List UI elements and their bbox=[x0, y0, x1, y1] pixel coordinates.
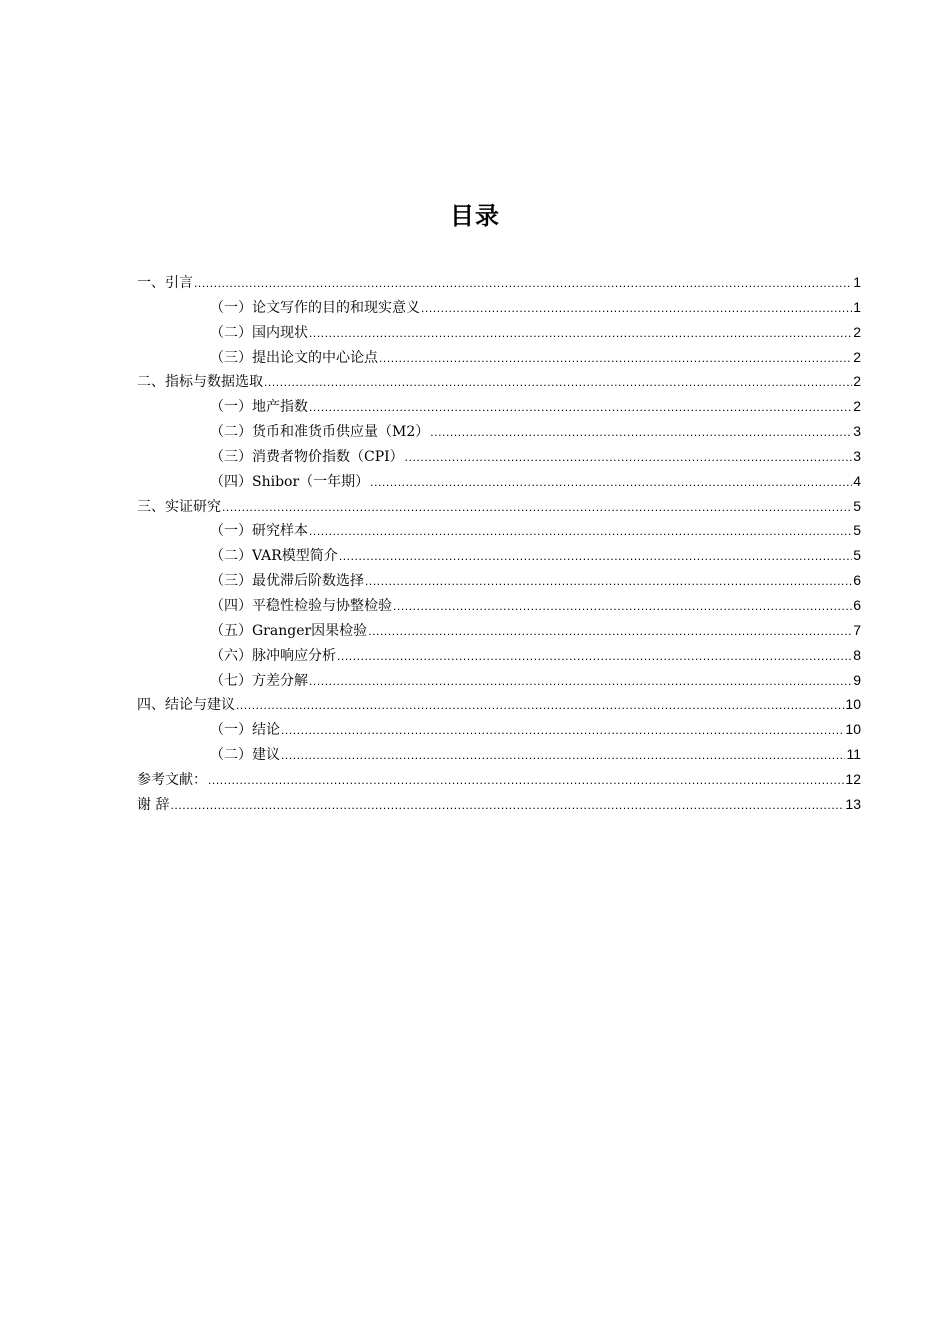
toc-entry[interactable] bbox=[137, 593, 861, 618]
page-title: 目录 bbox=[450, 201, 500, 231]
toc-entry-page-number: 2 bbox=[853, 398, 861, 415]
toc-entry-label: （三）消费者物价指数（CPI） bbox=[210, 448, 404, 465]
toc-entry-label: （二）VAR模型简介 bbox=[210, 548, 338, 565]
toc-dot-leader bbox=[421, 296, 852, 321]
toc-entry-label: （七）方差分解 bbox=[210, 672, 308, 689]
toc-entry-label: （一）论文写作的目的和现实意义 bbox=[210, 299, 420, 316]
toc-dot-leader bbox=[281, 743, 845, 768]
toc-entry[interactable] bbox=[137, 792, 861, 817]
toc-entry[interactable] bbox=[137, 369, 861, 394]
toc-dot-leader bbox=[405, 445, 853, 470]
toc-dot-leader bbox=[370, 470, 852, 495]
toc-dot-leader bbox=[264, 370, 852, 395]
toc-dot-leader bbox=[236, 693, 844, 718]
toc-dot-leader bbox=[430, 420, 852, 445]
toc-entry-label: （三）最优滞后阶数选择 bbox=[210, 573, 364, 590]
toc-entry-page-number: 12 bbox=[845, 770, 861, 787]
toc-entry-page-number: 5 bbox=[853, 547, 861, 564]
toc-entry-label: （六）脉冲响应分析 bbox=[210, 647, 336, 664]
toc-entry-label: 三、实证研究 bbox=[137, 498, 221, 515]
toc-entry-page-number: 5 bbox=[853, 522, 861, 539]
toc-entry-label: （二）货币和准货币供应量（M2） bbox=[210, 424, 430, 441]
toc-entry-page-number: 6 bbox=[853, 572, 861, 589]
toc-entry[interactable] bbox=[137, 444, 861, 469]
toc-dot-leader bbox=[281, 718, 844, 743]
toc-entry-label: （一）地产指数 bbox=[210, 399, 308, 416]
toc-entry[interactable] bbox=[137, 767, 861, 792]
toc-entry[interactable] bbox=[137, 618, 861, 643]
toc-dot-leader bbox=[309, 519, 852, 544]
toc-entry-page-number: 5 bbox=[853, 497, 861, 514]
toc-entry-label: 二、指标与数据选取 bbox=[137, 374, 263, 391]
toc-entry-page-number: 8 bbox=[853, 646, 861, 663]
toc-entry-label: （三）提出论文的中心论点 bbox=[210, 349, 378, 366]
toc-entry[interactable] bbox=[137, 742, 861, 767]
toc-entry-page-number: 2 bbox=[853, 373, 861, 390]
toc-entry-label: 四、结论与建议 bbox=[137, 697, 235, 714]
toc-entry-label: （二）建议 bbox=[210, 747, 280, 764]
toc-entry[interactable] bbox=[137, 692, 861, 717]
toc-dot-leader bbox=[170, 793, 844, 818]
toc-dot-leader bbox=[365, 569, 852, 594]
toc-entry[interactable] bbox=[137, 543, 861, 568]
toc-entry-label: （一）结论 bbox=[210, 722, 280, 739]
toc-dot-leader bbox=[379, 346, 852, 371]
toc-entry[interactable] bbox=[137, 494, 861, 519]
toc-entry[interactable] bbox=[137, 394, 861, 419]
toc-entry-page-number: 13 bbox=[845, 795, 861, 812]
toc-entry-label: （四）平稳性检验与协整检验 bbox=[210, 597, 392, 614]
toc-entry-label: 一、引言 bbox=[137, 275, 193, 291]
toc-entry[interactable] bbox=[137, 568, 861, 593]
toc-dot-leader bbox=[393, 594, 852, 619]
toc-entry-page-number: 10 bbox=[845, 696, 861, 713]
toc-entry-label: （五）Granger因果检验 bbox=[210, 622, 368, 639]
toc-entry[interactable] bbox=[137, 295, 861, 320]
toc-dot-leader bbox=[309, 669, 852, 694]
toc-entry-label: （一）研究样本 bbox=[210, 523, 308, 540]
toc-dot-leader bbox=[337, 644, 852, 669]
toc-entry-page-number: 11 bbox=[846, 746, 861, 763]
toc-entry[interactable] bbox=[137, 717, 861, 742]
toc-entry-page-number: 1 bbox=[853, 298, 861, 315]
toc-entry-page-number: 7 bbox=[853, 621, 861, 638]
toc-entry-label: （四）Shibor（一年期） bbox=[210, 473, 370, 490]
toc-entry[interactable] bbox=[137, 469, 861, 494]
toc-entry[interactable] bbox=[137, 320, 861, 345]
toc-entry-label: （二）国内现状 bbox=[210, 324, 308, 341]
toc-entry-page-number: 3 bbox=[853, 423, 861, 440]
toc-entry-page-number: 9 bbox=[853, 671, 861, 688]
toc-dot-leader bbox=[309, 395, 852, 420]
toc-entry-label: 参考文献： bbox=[137, 771, 207, 788]
toc-entry-page-number: 2 bbox=[853, 323, 861, 340]
toc-entry[interactable] bbox=[137, 668, 861, 693]
toc-dot-leader bbox=[222, 495, 852, 520]
toc-entry-page-number: 1 bbox=[853, 274, 861, 290]
toc-entry-page-number: 2 bbox=[853, 348, 861, 365]
toc-dot-leader bbox=[339, 544, 852, 569]
toc-entry[interactable] bbox=[137, 419, 861, 444]
toc-entry-page-number: 10 bbox=[845, 721, 861, 738]
toc-entry[interactable] bbox=[137, 270, 861, 295]
toc-dot-leader bbox=[194, 271, 852, 296]
toc-entry-label: 谢 辞 bbox=[137, 796, 170, 813]
toc-entry[interactable] bbox=[137, 345, 861, 370]
toc-dot-leader bbox=[208, 768, 844, 793]
toc-entry[interactable] bbox=[137, 518, 861, 543]
table-of-contents bbox=[137, 270, 861, 817]
toc-dot-leader bbox=[309, 321, 852, 346]
toc-entry-page-number: 4 bbox=[853, 472, 861, 489]
toc-dot-leader bbox=[368, 619, 852, 644]
toc-entry-page-number: 3 bbox=[853, 447, 861, 464]
toc-entry[interactable] bbox=[137, 643, 861, 668]
toc-entry-page-number: 6 bbox=[853, 596, 861, 613]
